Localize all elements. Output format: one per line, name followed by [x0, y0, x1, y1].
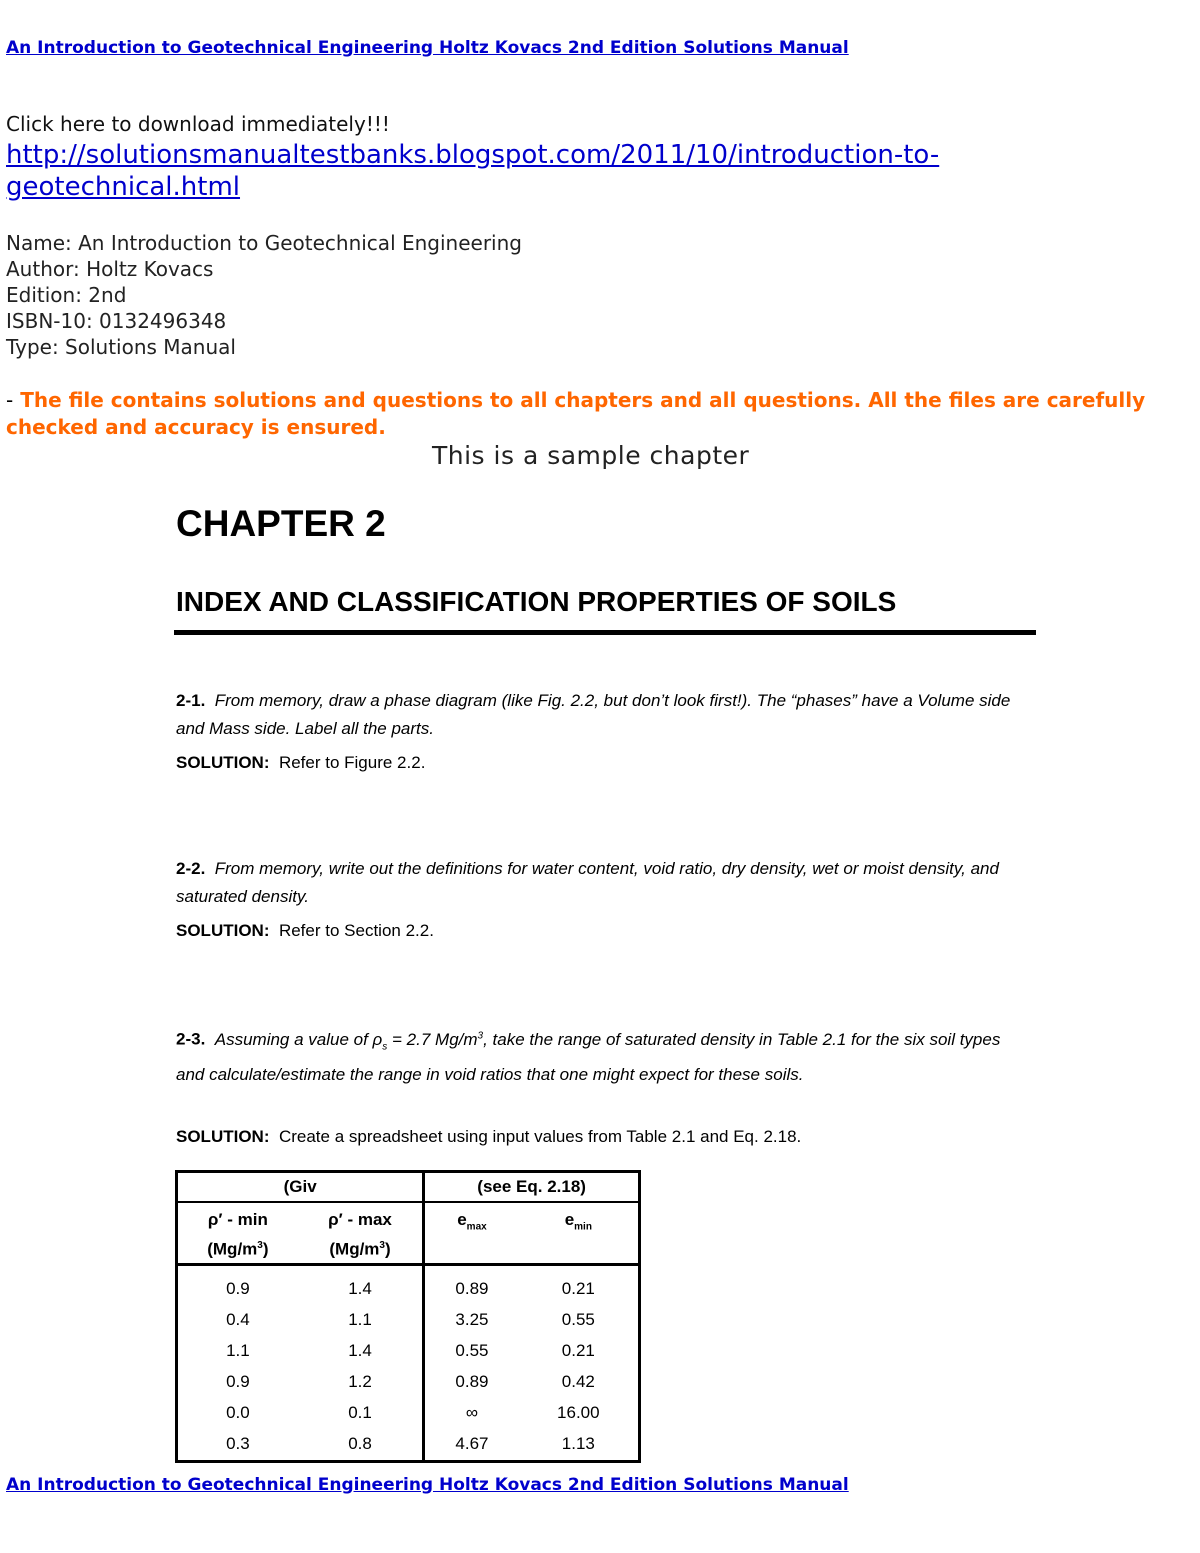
col-rho-min: ρ′ - min $(Mg/m^3)$ — [177, 1202, 298, 1264]
download-url-line-1[interactable]: http://solutionsmanualtestbanks.blogspot.com/2011/10/introduction-to- — [6, 140, 940, 170]
void-ratio-table — [175, 1170, 641, 1463]
meta-author: Author: Holtz Kovacs — [6, 257, 214, 281]
cell: 1.13 — [561, 1434, 595, 1454]
solution-text: Refer to Section 2.2. — [278, 921, 434, 940]
cell: 0.0 — [226, 1403, 250, 1423]
table-row — [177, 1398, 640, 1429]
meta-name: Name: An Introduction to Geotechnical Engineering — [6, 231, 522, 255]
solution-2-1 — [176, 753, 425, 773]
meta-isbn: ISBN-10: 0132496348 — [6, 309, 227, 333]
cell: 1.1 — [226, 1341, 250, 1361]
table-column-header — [177, 1202, 640, 1264]
cell: 1.4 — [298, 1264, 424, 1305]
sample-chapter-note: This is a sample chapter — [432, 441, 750, 470]
header-link[interactable]: An Introduction to Geotechnical Engineering Holtz Kovacs 2nd Edition Solutions Manual — [6, 38, 849, 58]
problem-2-1 — [176, 687, 1026, 743]
cell: 0.3 — [226, 1434, 250, 1454]
cell: 4.67 — [455, 1434, 489, 1454]
cell: 3.25 — [455, 1310, 489, 1330]
table-row — [177, 1336, 640, 1367]
cell: 0.21 — [561, 1341, 595, 1361]
cell: 0.4 — [226, 1310, 250, 1330]
table-row — [177, 1429, 640, 1462]
solution-text: Create a spreadsheet using input values from Table 2.1 and Eq. 2.18. — [278, 1127, 802, 1146]
cell: 1.4 — [298, 1336, 424, 1367]
cell: 0.9 — [226, 1279, 250, 1299]
cell: 0.89 — [455, 1279, 489, 1299]
problem-number: 2-3. — [176, 1029, 206, 1049]
col-e-max: $e_{max}$ — [424, 1202, 519, 1264]
chapter-title: CHAPTER 2 — [176, 503, 386, 544]
cell: 0.55 — [455, 1341, 489, 1361]
table-group-header — [177, 1172, 640, 1203]
cell: ∞ — [465, 1403, 478, 1423]
download-prompt: Click here to download immediately!!! — [6, 112, 390, 136]
problem-number: 2-1. — [176, 691, 206, 710]
promo-dash: - — [6, 388, 14, 412]
chapter-subtitle: INDEX AND CLASSIFICATION PROPERTIES OF SOILS — [176, 586, 897, 617]
download-url-line-2[interactable]: geotechnical.html — [6, 172, 241, 202]
title-rule — [174, 630, 1036, 635]
promo-message: The file contains solutions and questions to all chapters and all questions. All the files are carefully checked and accuracy is ensured. — [6, 388, 1146, 439]
problem-2-2 — [176, 855, 1026, 911]
group-eq: (see Eq. 2.18) — [424, 1172, 640, 1203]
cell: 0.8 — [298, 1429, 424, 1462]
problem-2-3 — [176, 1022, 1026, 1089]
solution-label: SOLUTION: — [176, 1127, 270, 1146]
table-row — [177, 1305, 640, 1336]
problem-text: From memory, draw a phase diagram (like Fig. 2.2, but don’t look first!). The “phases” have a Volume side and Mass side. Label all the parts. — [176, 691, 1011, 738]
cell: 0.42 — [561, 1372, 595, 1392]
table-row — [177, 1367, 640, 1398]
col-e-min: $e_{min}$ — [519, 1202, 640, 1264]
cell: 0.1 — [298, 1398, 424, 1429]
cell: 0.55 — [561, 1310, 595, 1330]
cell: 1.2 — [298, 1367, 424, 1398]
solution-label: SOLUTION: — [176, 921, 270, 940]
cell: 0.9 — [226, 1372, 250, 1392]
problem-text: From memory, write out the definitions for water content, void ratio, dry density, wet or moist density, and saturated density. — [176, 859, 999, 906]
cell: 1.1 — [298, 1305, 424, 1336]
problem-number: 2-2. — [176, 859, 206, 878]
solution-2-3 — [176, 1127, 801, 1147]
meta-type: Type: Solutions Manual — [6, 335, 236, 359]
promo-text — [6, 387, 1156, 441]
problem-text: Assuming a value of $\rho_s = 2.7$ $Mg/m^3$, take the range of saturated density in Table 2.1 for the six soil types and calculate/estimate the range in void ratios that one might expect for these soils. — [176, 1029, 1001, 1085]
meta-edition: Edition: 2nd — [6, 283, 127, 307]
solution-label: SOLUTION: — [176, 753, 270, 772]
footer-link[interactable]: An Introduction to Geotechnical Engineering Holtz Kovacs 2nd Edition Solutions Manual — [6, 1475, 849, 1495]
cell: 16.00 — [557, 1403, 600, 1423]
group-given: (Giv — [177, 1172, 424, 1203]
col-rho-max: ρ′ - max $(Mg/m^3)$ — [298, 1202, 424, 1264]
cell: 0.21 — [561, 1279, 595, 1299]
solution-text: Refer to Figure 2.2. — [278, 753, 426, 772]
cell: 0.89 — [455, 1372, 489, 1392]
table-row — [177, 1264, 640, 1305]
solution-2-2 — [176, 921, 434, 941]
